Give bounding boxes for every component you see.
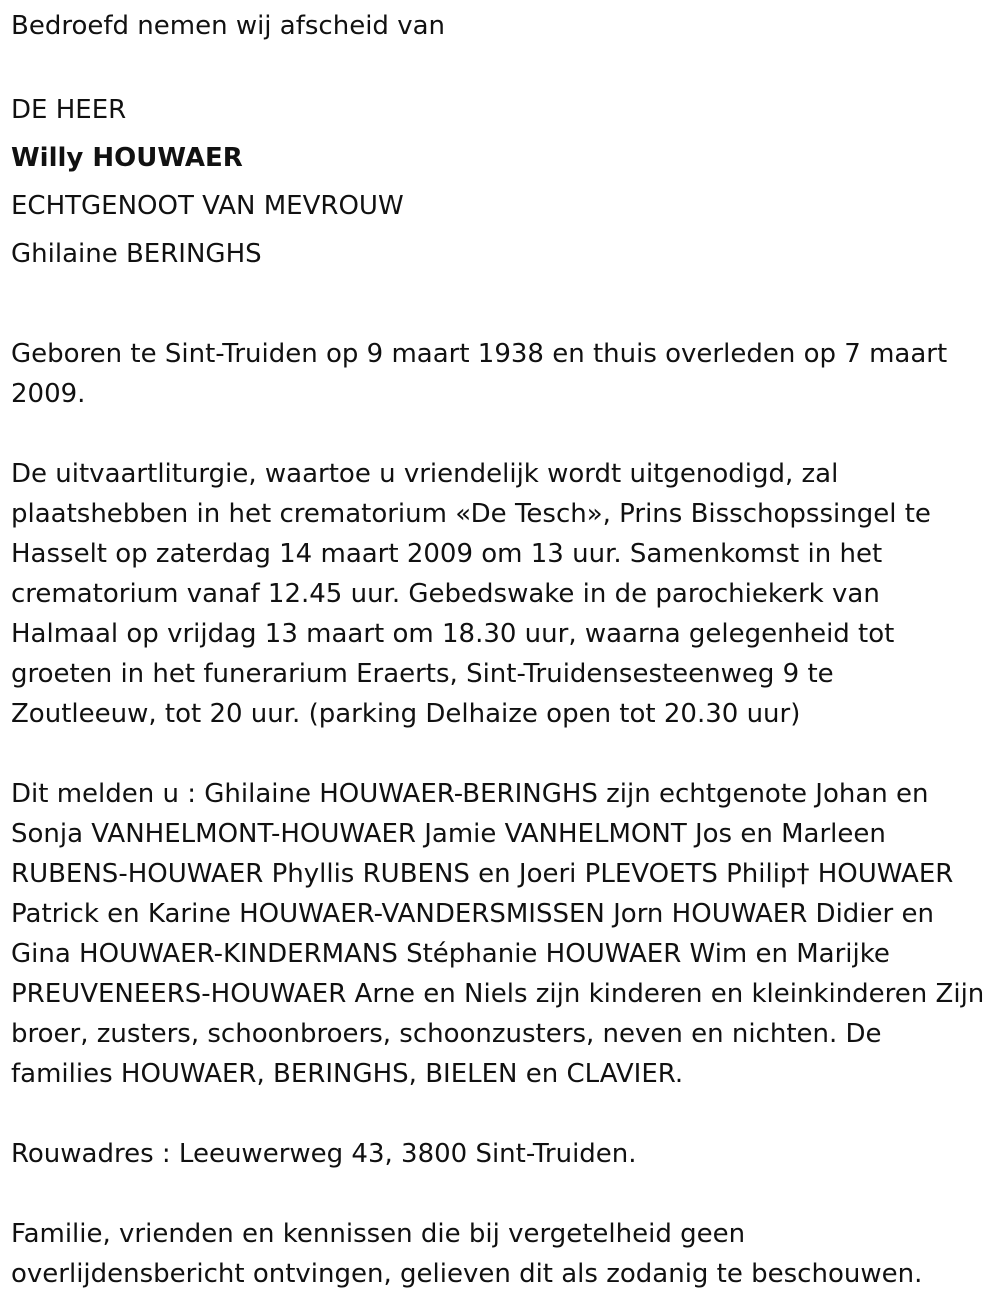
obituary-document [11, 6, 986, 1294]
birth-death-text: Geboren te Sint-Truiden op 9 maart 1938 en thuis overleden op 7 maart 2009. [11, 339, 948, 409]
spouse-name: Ghilaine BERINGHS [11, 239, 262, 269]
closing-text: Familie, vrienden en kennissen die bij vergetelheid geen overlijdensbericht ontvingen, gelieven dit als zodanig te beschouwen. [11, 1219, 923, 1289]
address-text: Rouwadres : Leeuwerweg 43, 3800 Sint-Truiden. [11, 1139, 637, 1169]
deceased-name: Willy HOUWAER [11, 143, 243, 173]
spouse-intro: ECHTGENOOT VAN MEVROUW [11, 191, 404, 221]
title-line: DE HEER [11, 95, 127, 125]
funeral-info-text: De uitvaartliturgie, waartoe u vriendelijk wordt uitgenodigd, zal plaatshebben in het crematorium «De Tesch», Prins Bisschopssingel te Hasselt op zaterdag 14 maart 2009 om 13 uur. Samenkomst in het crematorium vanaf 12.45 uur. Gebedswake in de parochiekerk van Halmaal op vrijdag 13 maart om 18.30 uur, waarna gelegenheid tot groeten in het funerarium Eraerts, Sint-Truidensesteenweg 9 te Zoutleeuw, tot 20 uur. (parking Delhaize open tot 20.30 uur) [11, 459, 931, 729]
family-notice-text: Dit melden u : Ghilaine HOUWAER-BERINGHS zijn echtgenote Johan en Sonja VANHELMONT-HOUWAER Jamie VANHELMONT Jos en Marleen RUBENS-HOUWAER Phyllis RUBENS en Joeri PLEVOETS Philip† HOUWAER Patrick en Karine HOUWAER-VANDERSMISSEN Jorn HOUWAER Didier en Gina HOUWAER-KINDERMANS Stéphanie HOUWAER Wim en Marijke PREUVENEERS-HOUWAER Arne en Niels zijn kinderen en kleinkinderen Zijn broer, zusters, schoonbroers, schoonzusters, neven en nichten. De families HOUWAER, BERINGHS, BIELEN en CLAVIER. [11, 779, 985, 1089]
intro-text: Bedroefd nemen wij afscheid van [11, 11, 445, 41]
